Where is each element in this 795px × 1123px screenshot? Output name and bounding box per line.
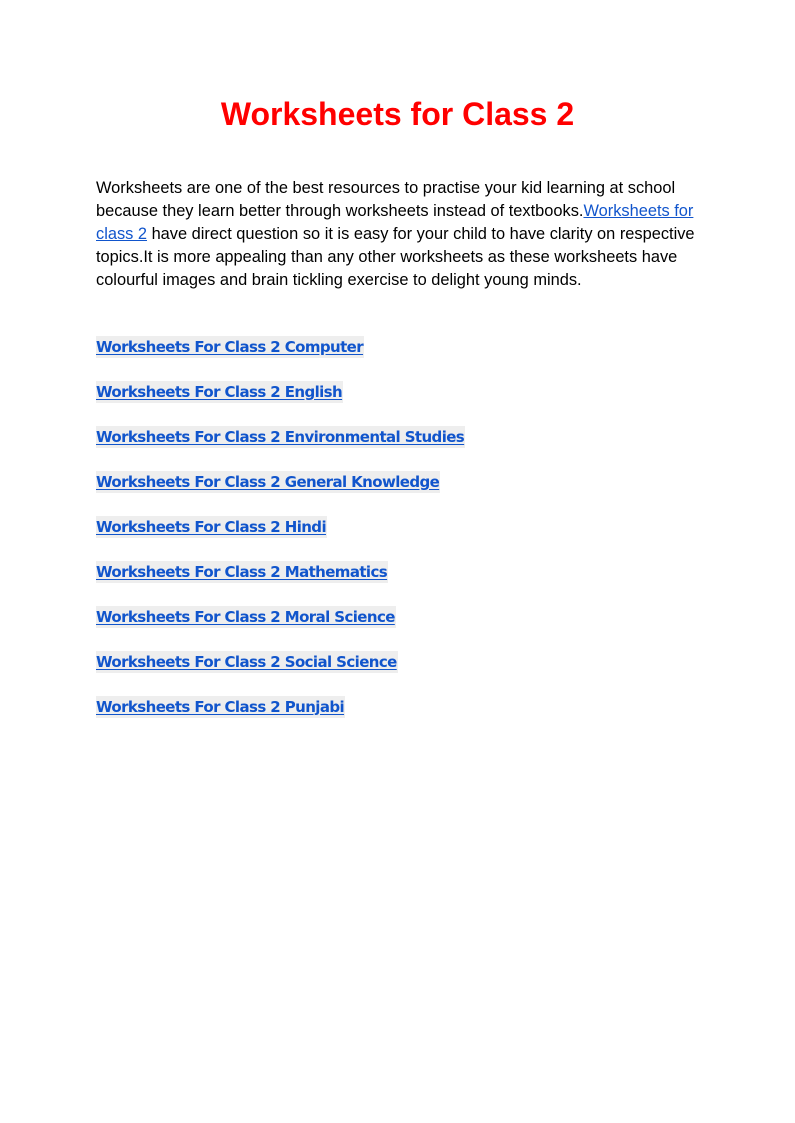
intro-paragraph bbox=[96, 177, 696, 292]
english-worksheets-link[interactable]: Worksheets For Class 2 English bbox=[96, 383, 343, 401]
worksheets-class-2-link[interactable]: Worksheets for class 2 bbox=[96, 202, 694, 243]
environmental-studies-worksheets-link[interactable]: Worksheets For Class 2 Environmental Studies bbox=[96, 428, 465, 446]
punjabi-worksheets-link[interactable]: Worksheets For Class 2 Punjabi bbox=[96, 698, 345, 716]
list-item bbox=[96, 606, 465, 651]
social-science-worksheets-link[interactable]: Worksheets For Class 2 Social Science bbox=[96, 653, 397, 671]
moral-science-worksheets-link[interactable]: Worksheets For Class 2 Moral Science bbox=[96, 608, 395, 626]
list-item bbox=[96, 336, 465, 381]
subject-links-list bbox=[96, 336, 465, 741]
list-item bbox=[96, 426, 465, 471]
page-title: Worksheets for Class 2 bbox=[220, 96, 575, 132]
intro-text-after-link: have direct question so it is easy for your child to have clarity on respective topics.It is more appealing than any other worksheets as these worksheets have colourful images and brain tickling exercise to delight young minds. bbox=[96, 225, 695, 289]
list-item bbox=[96, 561, 465, 606]
mathematics-worksheets-link[interactable]: Worksheets For Class 2 Mathematics bbox=[96, 563, 388, 581]
hindi-worksheets-link[interactable]: Worksheets For Class 2 Hindi bbox=[96, 518, 326, 536]
list-item bbox=[96, 651, 465, 696]
list-item bbox=[96, 516, 465, 561]
list-item bbox=[96, 471, 465, 516]
intro-text-before-link: Worksheets are one of the best resources to practise your kid learning at school because they learn better through worksheets instead of textbooks. bbox=[96, 179, 676, 220]
general-knowledge-worksheets-link[interactable]: Worksheets For Class 2 General Knowledge bbox=[96, 473, 440, 491]
list-item bbox=[96, 381, 465, 426]
computer-worksheets-link[interactable]: Worksheets For Class 2 Computer bbox=[96, 338, 364, 356]
list-item bbox=[96, 696, 465, 741]
